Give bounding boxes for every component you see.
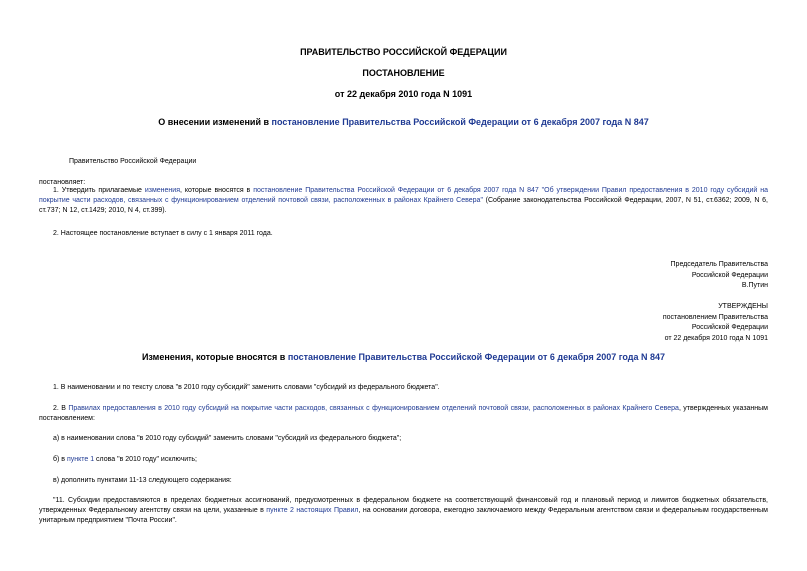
changes-title [0,352,807,363]
change-2 [39,404,768,424]
government-line: Правительство Российской Федерации [69,158,197,165]
rules-link[interactable]: Правилах предоставления в 2010 году субсидий на покрытие части расходов, связанных с функционированием отделений почтовой связи, расположенных в районах Крайнего Севера [68,405,679,412]
signature-org: Российской Федерации [691,271,768,279]
decides-line: постановляет: [39,179,86,186]
signature-title: Председатель Правительства [670,261,768,268]
changes-link[interactable]: изменения [144,187,180,194]
resolution-847-link[interactable]: постановление Правительства Российской Федерации от 6 декабря 2007 года N 847 "Об утверждении Правил предоставления в 2010 году субсидий на покрытие части расходов, связанных с функционированием отделений почтовой связи, расположенных в районах Крайнего Севера" [39,187,768,204]
point-2-link[interactable]: пункте 2 настоящих Правил [266,507,359,514]
change-2b-suffix: слова "в 2010 году" исключить; [94,456,197,463]
approval-block [663,302,768,344]
changes-title-prefix: Изменения, которые вносятся в [141,352,288,362]
document-title-prefix: О внесении изменений в [158,117,272,127]
approval-org: Российской Федерации [691,324,768,331]
clause-11-suffix: , на основании договора, ежегодно заключаемого между Федеральным агентством связи и федеральным государственным унитарным предприятием "Почта России". [39,507,768,524]
document-title [0,117,807,128]
approval-date: от 22 декабря 2010 года N 1091 [664,334,768,342]
signature-name: В.Путин [741,282,768,289]
title-link[interactable]: постановление Правительства Российской Федерации от 6 декабря 2007 года N 847 [271,117,649,127]
item-1 [39,186,768,216]
change-1: 1. В наименовании и по тексту слова "в 2010 году субсидий" заменить словами "субсидий из федерального бюджета". [53,384,440,391]
point-1-link[interactable]: пункте 1 [66,456,95,463]
item-1-mid: , которые вносятся в [179,187,254,194]
item-1-prefix: 1. Утвердить прилагаемые [53,187,145,194]
change-2b [53,455,197,465]
change-2-prefix: 2. В [53,405,69,412]
signature-block [671,260,768,292]
approval-by: постановлением Правительства [662,313,768,321]
government-header: ПРАВИТЕЛЬСТВО РОССИЙСКОЙ ФЕДЕРАЦИИ [300,47,507,57]
document-type: ПОСТАНОВЛЕНИЕ [362,68,445,78]
item-2: 2. Настоящее постановление вступает в силу с 1 января 2011 года. [53,230,273,237]
clause-11-prefix: "11. Субсидии предоставляются в пределах бюджетных ассигнований, предусмотренных в федеральном бюджете на соответствующий финансовый год и плановый период и лимитов бюджетных обязательств, утвержденных Федеральному агентству связи на цели, указанные в [39,497,768,514]
change-2-suffix: , утвержденных указанным постановлением: [39,405,768,422]
changes-title-link[interactable]: постановление Правительства Российской Федерации от 6 декабря 2007 года N 847 [287,352,666,362]
change-2a: а) в наименовании слова "в 2010 году субсидий" заменить словами "субсидий из федерального бюджета"; [53,435,402,442]
document-date-number: от 22 декабря 2010 года N 1091 [334,89,473,99]
change-2c: в) дополнить пунктами 11-13 следующего содержания: [53,477,232,484]
change-2b-prefix: б) в [53,456,67,463]
clause-11 [39,496,768,526]
approval-title: УТВЕРЖДЕНЫ [718,303,768,310]
item-1-suffix: (Собрание законодательства Российской Федерации, 2007, N 51, ст.6362; 2009, N 6, ст.737; N 12, ст.1429; 2010, N 4, ст.399). [39,197,768,214]
